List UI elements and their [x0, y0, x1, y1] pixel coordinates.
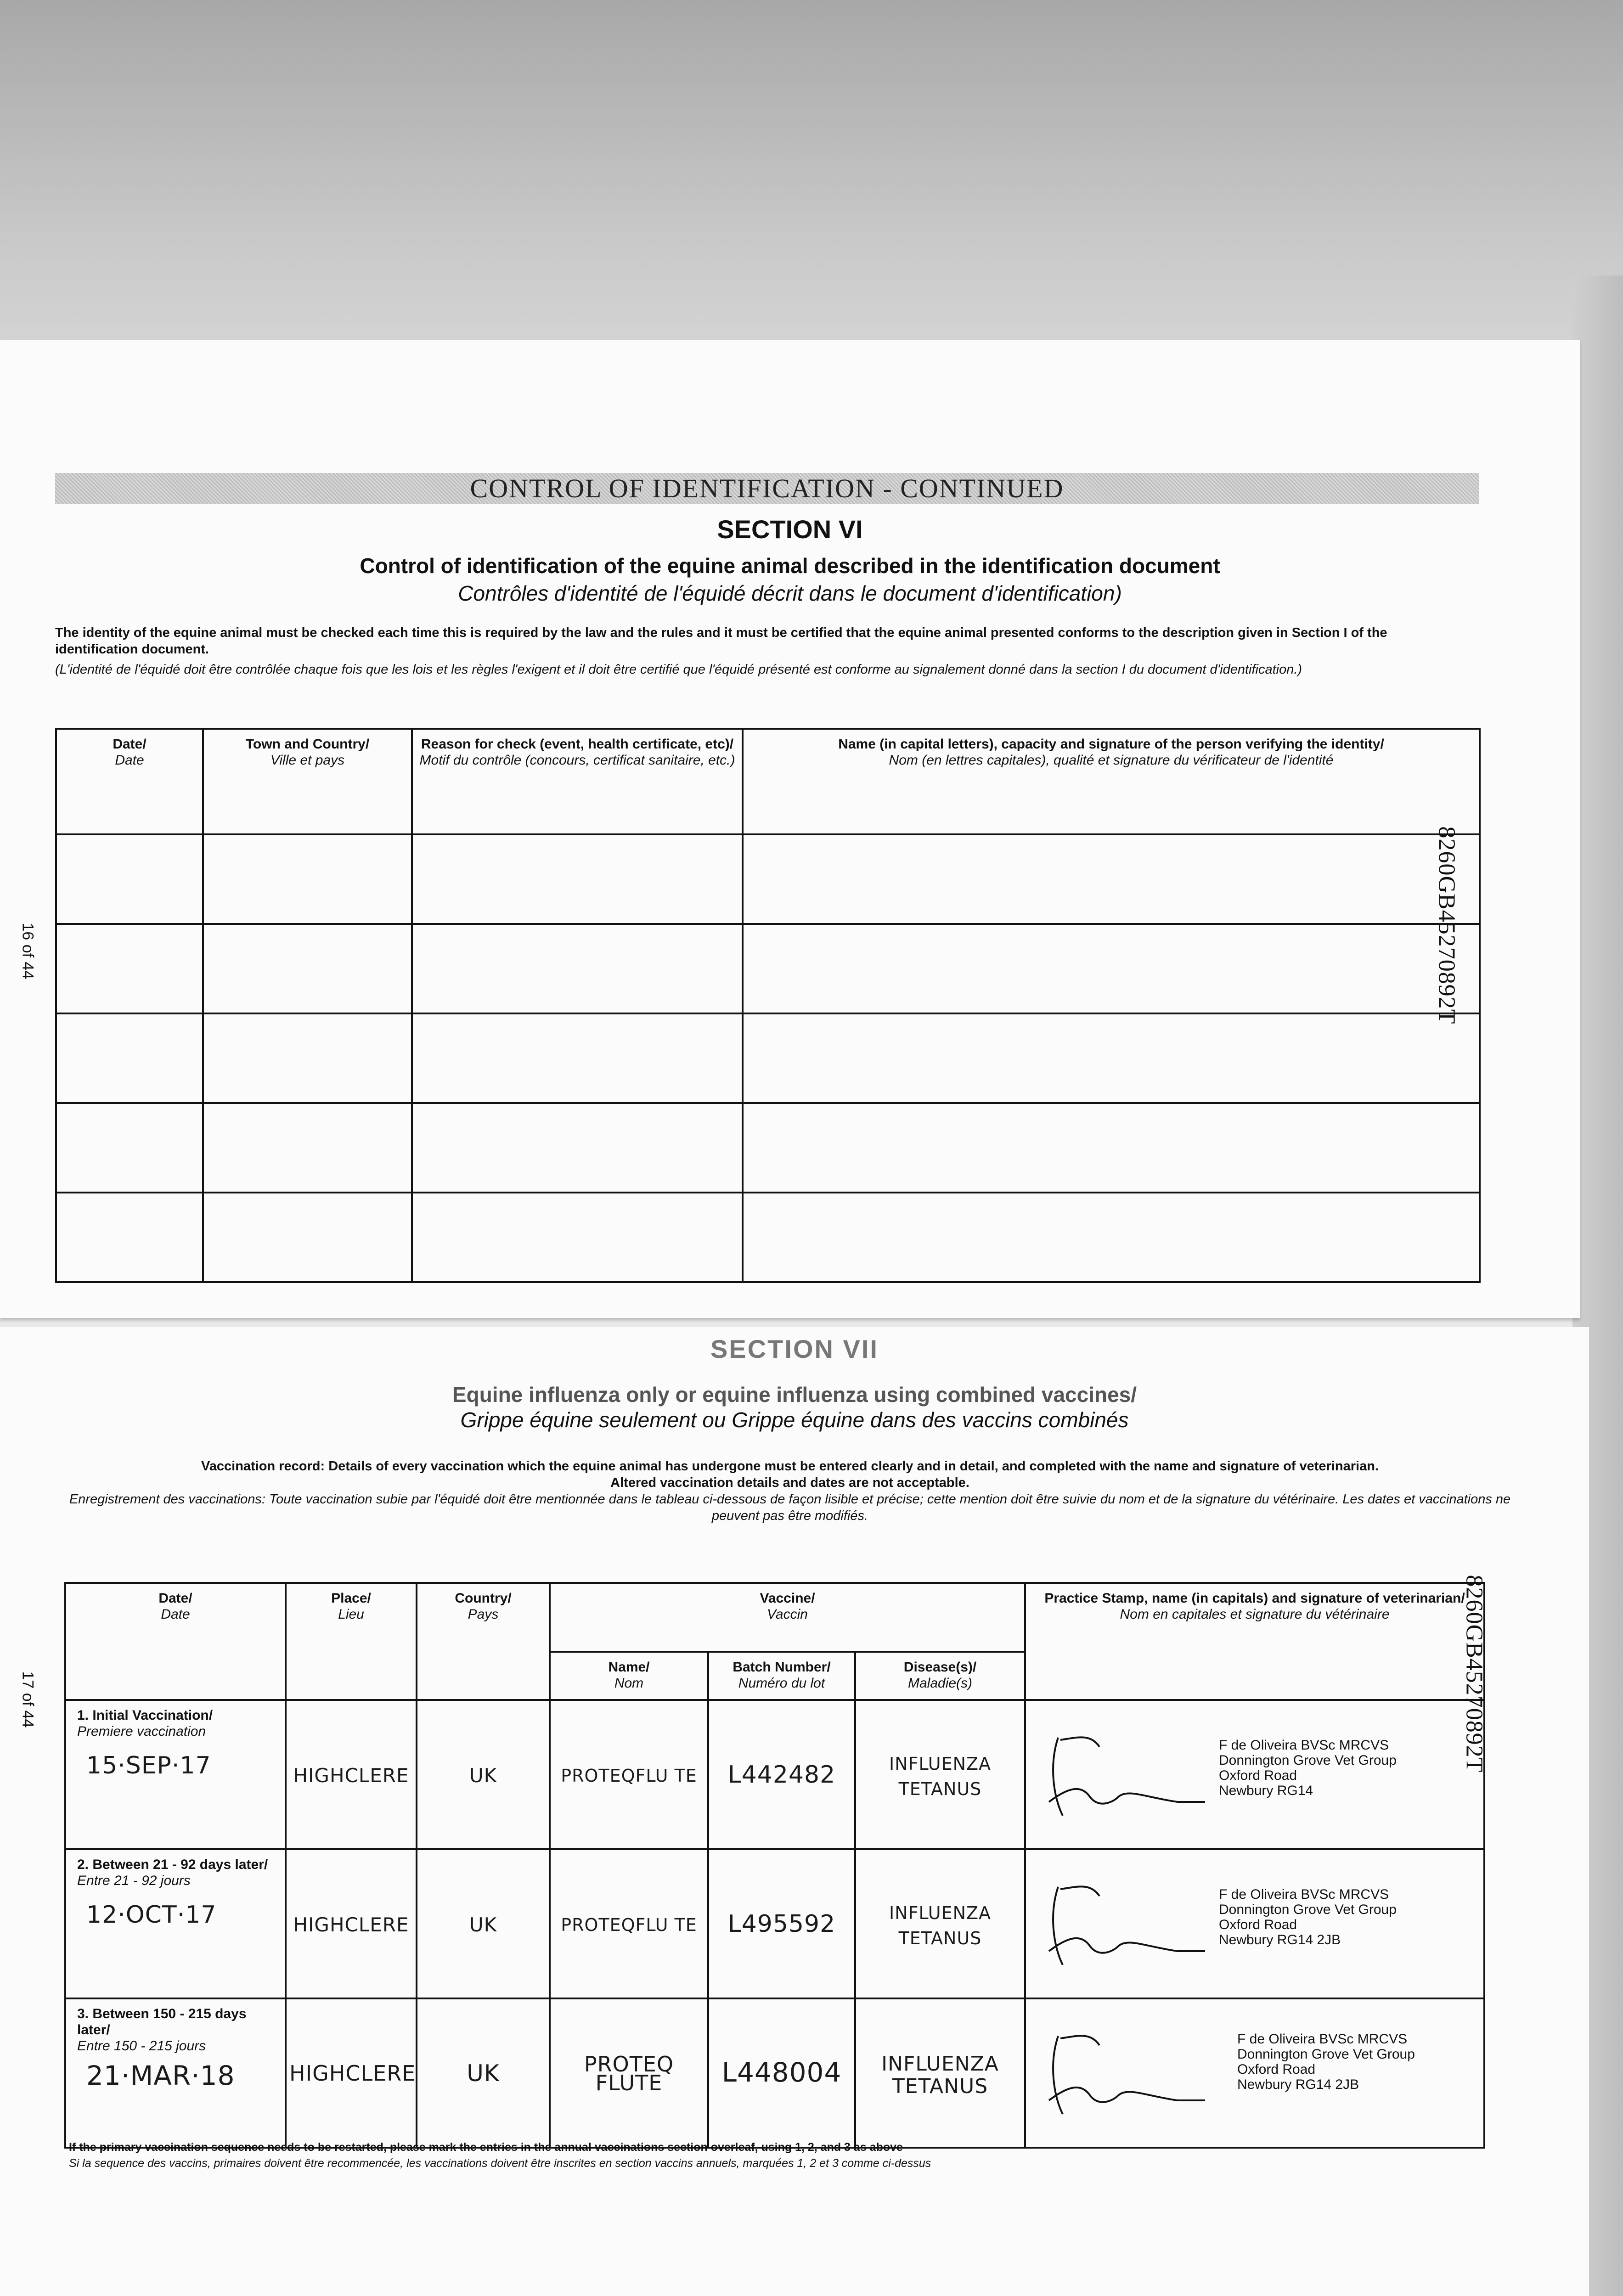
col-vaccine: Vaccine/ Vaccin	[550, 1583, 1025, 1652]
vaccination-date: 15·SEP·17	[86, 1752, 211, 1779]
scan-background	[0, 0, 1623, 349]
section-vii-title: SECTION VII	[710, 1334, 879, 1363]
vet-stamp-cell	[1025, 1998, 1484, 2148]
vaccination-country: UK	[417, 1700, 550, 1849]
section-vii-intro-en-2: Altered vaccination details and dates are not acceptable.	[610, 1475, 969, 1490]
footnote-fr: Si la sequence des vaccins, primaires doivent être recommencée, les vaccinations doivent être inscrites en section vaccins annuels, marquées 1, 2 et 3 comme ci-dessus	[69, 2157, 931, 2170]
vet-signature	[1040, 1878, 1214, 1970]
vaccine-batch: L442482	[708, 1700, 855, 1849]
col-verifier: Name (in capital letters), capacity and signature of the person verifying the identity/ Nom (en lettres capitales), qualité et signature du vérificateur de l'identité	[743, 729, 1480, 834]
vet-signature	[1040, 2027, 1214, 2119]
table-row	[56, 924, 1480, 1013]
vet-stamp-text: F de Oliveira BVSc MRCVS Donnington Grove Vet Group Oxford Road Newbury RG14 2JB	[1237, 2032, 1415, 2092]
vet-signature	[1040, 1728, 1214, 1820]
vaccination-row-2	[65, 1849, 1484, 1998]
table-row	[56, 834, 1480, 924]
vaccine-diseases: INFLUENZA TETANUS	[855, 1849, 1025, 1998]
col-reason: Reason for check (event, health certificate, etc)/ Motif du contrôle (concours, certificat sanitaire, etc.)	[412, 729, 743, 834]
vaccination-place: HIGHCLERE	[286, 1849, 417, 1998]
vet-stamp-cell	[1025, 1700, 1484, 1849]
col-practice-stamp: Practice Stamp, name (in capitals) and signature of veterinarian/ Nom en capitales et signature du vétérinaire	[1025, 1583, 1484, 1700]
banner-title: CONTROL OF IDENTIFICATION - CONTINUED	[470, 473, 1064, 503]
vaccine-name: PROTEQFLU TE	[550, 1849, 708, 1998]
identity-check-table	[55, 728, 1481, 1283]
col-date: Date/ Date	[65, 1583, 286, 1700]
col-date: Date/ Date	[56, 729, 203, 834]
vaccination-place: HIGHCLERE	[286, 1700, 417, 1849]
col-diseases: Disease(s)/ Maladie(s)	[855, 1652, 1025, 1700]
section-banner	[55, 473, 1479, 504]
table-row	[56, 1103, 1480, 1193]
vet-stamp-cell	[1025, 1849, 1484, 1998]
section-vi-heading-en: Control of identification of the equine animal described in the identification document	[360, 554, 1220, 578]
vaccination-date: 12·OCT·17	[86, 1901, 217, 1929]
page-number-17: 17 of 44	[19, 1671, 37, 1728]
vaccination-table	[64, 1582, 1485, 2149]
vaccination-stage-cell: 2. Between 21 - 92 days later/ Entre 21 - 92 jours 12·OCT·17	[65, 1849, 286, 1998]
vaccination-header-row	[65, 1583, 1484, 1652]
vaccine-name: PROTEQ FLUTE	[550, 1998, 708, 2148]
section-vi-title: SECTION VI	[717, 515, 863, 544]
vaccination-row-3	[65, 1998, 1484, 2148]
vet-stamp-text: F de Oliveira BVSc MRCVS Donnington Grove Vet Group Oxford Road Newbury RG14 2JB	[1219, 1887, 1397, 1947]
vaccination-row-1	[65, 1700, 1484, 1849]
col-place: Place/ Lieu	[286, 1583, 417, 1700]
section-vii-intro-fr: Enregistrement des vaccinations: Toute vaccination subie par l'équidé doit être mentionnée dans le tableau ci-dessous de façon lisible et précise; cette mention doit être suivie du nom et de la signature du vétérinaire. Les dates et vaccinations ne peuvent pas être modifiés.	[69, 1492, 1511, 1523]
section-vii-intro	[55, 1458, 1525, 1524]
vaccine-diseases: INFLUENZA TETANUS	[855, 1998, 1025, 2148]
identity-check-header-row	[56, 729, 1480, 834]
col-town-country: Town and Country/ Ville et pays	[203, 729, 412, 834]
vaccine-diseases: INFLUENZA TETANUS	[855, 1700, 1025, 1849]
section-vi-heading-fr: Contrôles d'identité de l'équidé décrit dans le document d'identification)	[458, 581, 1122, 605]
page-number-16: 16 of 44	[19, 923, 37, 979]
table-row	[56, 1193, 1480, 1282]
vaccination-date: 21·MAR·18	[86, 2060, 235, 2091]
vet-stamp-text: F de Oliveira BVSc MRCVS Donnington Grove Vet Group Oxford Road Newbury RG14	[1219, 1738, 1397, 1798]
section-vii-intro-en: Vaccination record: Details of every vaccination which the equine animal has undergone must be entered clearly and in detail, and completed with the name and signature of veterinarian.	[201, 1459, 1379, 1474]
vaccination-country: UK	[417, 1998, 550, 2148]
col-batch-number: Batch Number/ Numéro du lot	[708, 1652, 855, 1700]
vaccination-country: UK	[417, 1849, 550, 1998]
section-vi-intro-fr: (L'identité de l'équidé doit être contrôlée chaque fois que les lois et les règles l'exigent et il doit être certifié que l'équidé présenté est conforme au signalement donné dans la section I du document d'identification.)	[55, 662, 1302, 677]
col-country: Country/ Pays	[417, 1583, 550, 1700]
vaccination-stage-cell: 3. Between 150 - 215 days later/ Entre 150 - 215 jours 21·MAR·18	[65, 1998, 286, 2148]
col-vaccine-name: Name/ Nom	[550, 1652, 708, 1700]
section-vii-heading-en: Equine influenza only or equine influenza using combined vaccines/	[452, 1383, 1137, 1407]
vaccination-stage-cell: 1. Initial Vaccination/ Premiere vaccination 15·SEP·17	[65, 1700, 286, 1849]
passport-id-code-bottom: 8260GB45270892T	[1461, 1575, 1488, 1773]
vaccine-batch: L495592	[708, 1849, 855, 1998]
vaccine-batch: L448004	[708, 1998, 855, 2148]
vaccine-name: PROTEQFLU TE	[550, 1700, 708, 1849]
vaccination-place: HIGHCLERE	[286, 1998, 417, 2148]
passport-id-code-top: 8260GB45270892T	[1433, 826, 1460, 1024]
table-row	[56, 1013, 1480, 1103]
footnote-en: If the primary vaccination sequence needs to be restarted, please mark the entries in the annual vaccinations section overleaf, using 1, 2, and 3 as above	[69, 2141, 903, 2154]
section-vii-heading-fr: Grippe équine seulement ou Grippe équine dans des vaccins combinés	[460, 1408, 1129, 1432]
section-vi-intro-en: The identity of the equine animal must be checked each time this is required by the law and the rules and it must be certified that the equine animal presented conforms to the description given in Section I of the identification document.	[55, 625, 1387, 657]
